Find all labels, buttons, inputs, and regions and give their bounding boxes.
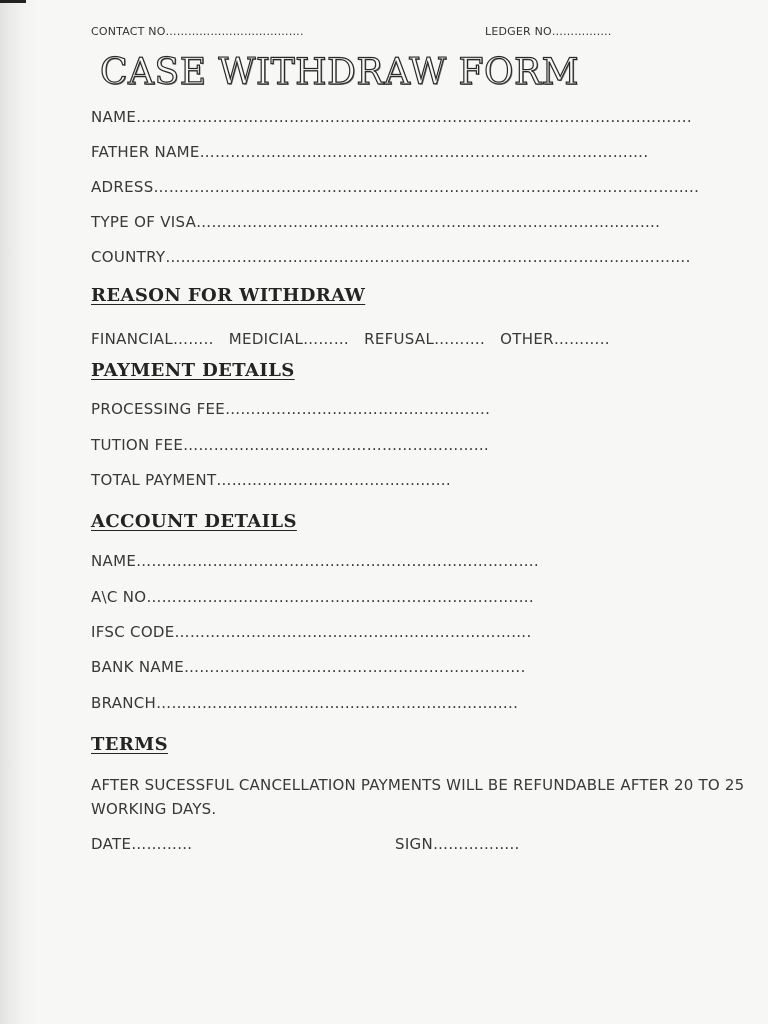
father-name-field: FATHER NAME…………………………………………………………………………….: [91, 143, 649, 161]
scan-corner-mark: [0, 0, 26, 3]
account-number-field: A\C NO………………………………………………………………….: [91, 588, 534, 606]
country-field: COUNTRY………………………………………………………………………………………….: [91, 248, 691, 266]
reason-option-other: OTHER………..: [500, 330, 610, 348]
date-field: DATE…………: [91, 835, 193, 853]
ledger-number-field: LEDGER NO…………….: [485, 25, 612, 38]
visa-type-field: TYPE OF VISA……………………………………………………………………………….: [91, 213, 661, 231]
name-field: NAME……………………………………………………………………………………………….: [91, 108, 692, 126]
contact-number-field: CONTACT NO……………………………….: [91, 25, 304, 38]
processing-fee-field: PROCESSING FEE…………………………………………….: [91, 400, 491, 418]
reason-option-refusal: REFUSAL……….: [364, 330, 486, 348]
account-heading: ACCOUNT DETAILS: [91, 511, 297, 532]
tution-fee-field: TUTION FEE……………………………………………………: [91, 436, 490, 454]
reason-options: [91, 330, 620, 348]
scan-edge-shadow: [0, 0, 40, 1024]
account-name-field: NAME…………………………………………………………………….: [91, 552, 539, 570]
payment-heading: PAYMENT DETAILS: [91, 360, 295, 381]
bank-name-field: BANK NAME………………………………………………………….: [91, 658, 526, 676]
terms-text: AFTER SUCESSFUL CANCELLATION PAYMENTS WILL BE REFUNDABLE AFTER 20 TO 25 WORKING DAYS.: [91, 776, 745, 818]
reason-heading: REASON FOR WITHDRAW: [91, 285, 366, 306]
address-field: ADRESS……………………………………………………………………………………………..: [91, 178, 700, 196]
total-payment-field: TOTAL PAYMENT……………………………………….: [91, 471, 451, 489]
terms-heading: TERMS: [91, 734, 168, 755]
reason-option-financial: FINANCIAL……..: [91, 330, 214, 348]
branch-field: BRANCH……………………………………………………………..: [91, 694, 519, 712]
ifsc-code-field: IFSC CODE…………………………………………………………….: [91, 623, 532, 641]
signature-field: SIGN……………..: [395, 835, 520, 853]
reason-option-medical: MEDICIAL………: [228, 330, 350, 348]
form-title: CASE WITHDRAW FORM: [100, 52, 579, 93]
